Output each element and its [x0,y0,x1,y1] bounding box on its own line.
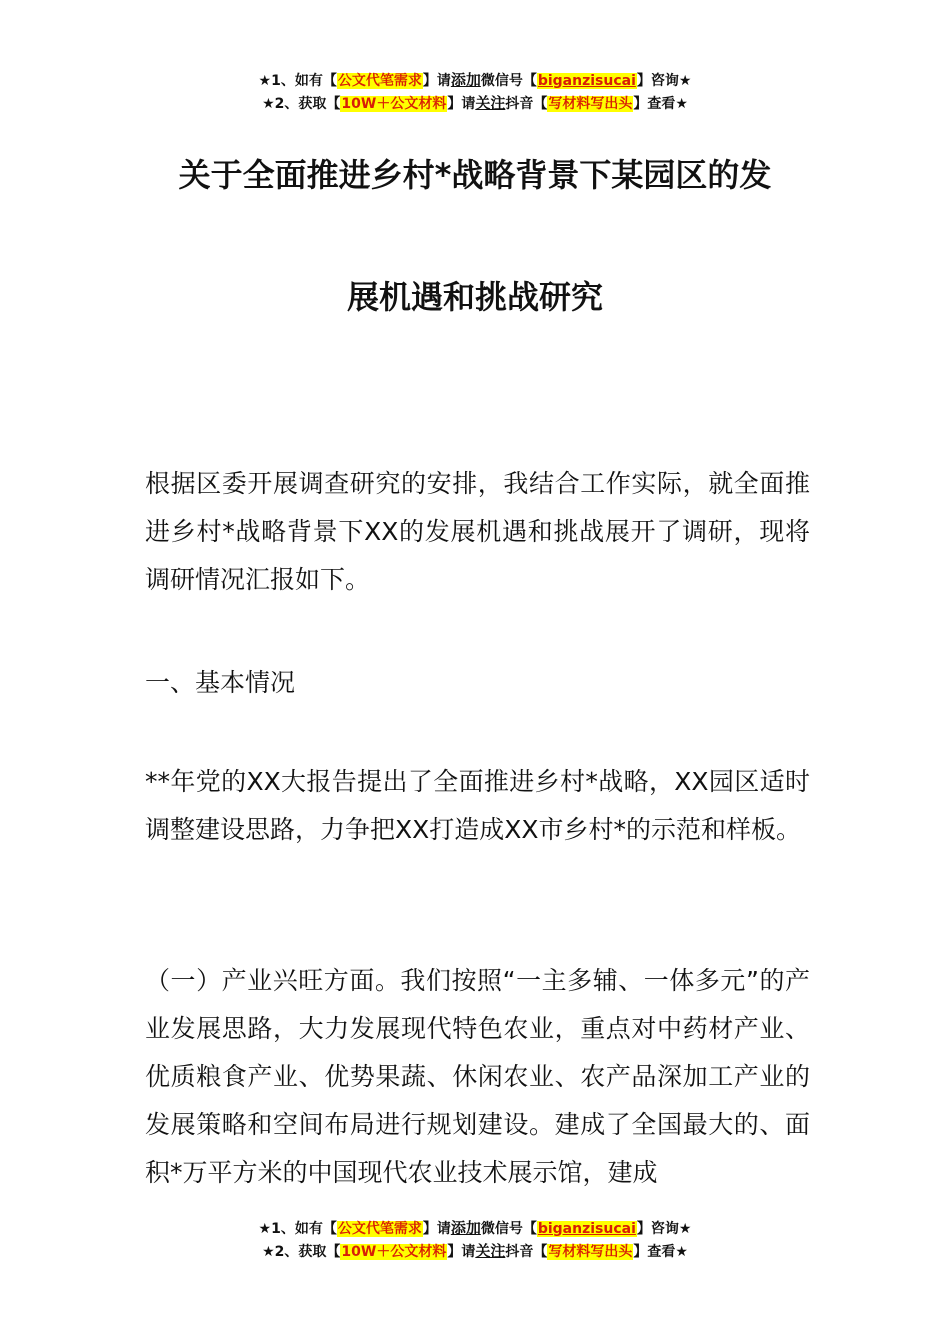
document-title-line-1: 关于全面推进乡村*战略背景下某园区的发 [178,156,772,194]
banner-text: 】咨询★ [636,1221,692,1237]
banner-emphasis: 关注 [475,1242,506,1260]
banner-highlight-materials: 10W＋公文材料 [341,1244,447,1260]
banner-emphasis: 关注 [475,94,506,112]
banner-text: ★1、如有【 [258,1221,337,1237]
top-banner [0,69,950,115]
banner-wechat-id[interactable]: biganzisucai [537,1221,636,1237]
banner-text: 】查看★ [633,1244,688,1260]
banner-highlight-materials: 10W＋公文材料 [341,96,447,112]
banner-text: 微信号【 [480,1221,537,1237]
banner-line-1 [0,69,950,92]
banner-emphasis: 添加 [450,71,481,89]
intro-paragraph: 根据区委开展调查研究的安排，我结合工作实际，就全面推进乡村*战略背景下XX的发展机遇和挑战展开了调研，现将调研情况汇报如下。 [145,469,810,594]
banner-emphasis: 添加 [450,1219,481,1237]
banner-highlight-service: 公文代笔需求 [337,1221,422,1237]
banner-text: 抖音【 [505,1244,548,1260]
banner-line-1 [0,1217,950,1240]
banner-text: 微信号【 [480,73,537,89]
banner-line-2 [0,1240,950,1263]
document-title-line-2: 展机遇和挑战研究 [346,278,603,316]
banner-highlight-service: 公文代笔需求 [337,73,422,89]
banner-douyin-account[interactable]: 写材料写出头 [548,96,633,112]
banner-text: 】请 [447,96,476,112]
section-heading: 一、基本情况 [145,668,296,697]
body-paragraph: **年党的XX大报告提出了全面推进乡村*战略，XX园区适时调整建设思路，力争把XX打造成XX市乡村*的示范和样板。 [145,767,810,844]
banner-text: 】查看★ [633,96,688,112]
bottom-banner [0,1217,950,1263]
banner-text: 】咨询★ [636,73,692,89]
banner-wechat-id[interactable]: biganzisucai [537,73,636,89]
body-paragraph: （一）产业兴旺方面。我们按照“一主多辅、一体多元”的产业发展思路，大力发展现代特色农业，重点对中药材产业、优质粮食产业、优势果蔬、休闲农业、农产品深加工产业的发展策略和空间布局进行规划建设。建成了全国最大的、面积*万平方米的中国现代农业技术展示馆，建成 [145,966,810,1187]
banner-text: 】请 [447,1244,476,1260]
banner-text: 】请 [422,1221,451,1237]
banner-text: ★1、如有【 [258,73,337,89]
banner-text: 】请 [422,73,451,89]
banner-text: ★2、获取【 [262,1244,341,1260]
banner-text: ★2、获取【 [262,96,341,112]
banner-douyin-account[interactable]: 写材料写出头 [548,1244,633,1260]
banner-line-2 [0,92,950,115]
banner-text: 抖音【 [505,96,548,112]
